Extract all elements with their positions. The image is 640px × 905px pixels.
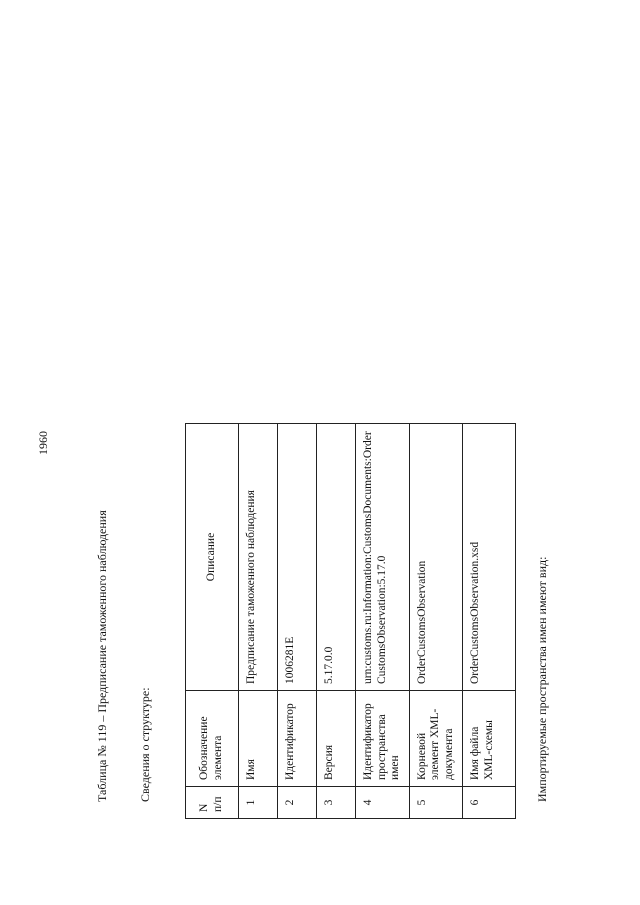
row-num: 2 (278, 787, 317, 819)
row-name: Идентификатор (278, 691, 317, 787)
table-row (239, 424, 278, 819)
row-desc: Предписание таможенного наблюдения (239, 424, 278, 691)
row-desc: urn:customs.ru:Information:CustomsDocuments:OrderCustomsObservation:5.17.0 (356, 424, 410, 691)
row-name: Корневой элемент XML-документа (409, 691, 463, 787)
row-num: 4 (356, 787, 410, 819)
row-desc: 1006281E (278, 424, 317, 691)
table-caption: Таблица № 119 – Предписание таможенного наблюдения (95, 510, 109, 802)
row-num: 1 (239, 787, 278, 819)
table-row (317, 424, 356, 819)
row-num: 5 (409, 787, 463, 819)
table-row (463, 424, 516, 819)
table-row (278, 424, 317, 819)
header-name: Обозначение элемента (186, 691, 239, 787)
row-desc: 5.17.0.0 (317, 424, 356, 691)
table-header-row (186, 424, 239, 819)
row-num: 3 (317, 787, 356, 819)
row-name: Версия (317, 691, 356, 787)
header-desc: Описание (186, 424, 239, 691)
row-name: Имя файла XML-схемы (463, 691, 516, 787)
structure-table (185, 423, 516, 819)
page-number: 1960 (36, 431, 50, 455)
footer-text: Импортируемые пространства имен имеют вид: (535, 556, 549, 802)
structure-label: Сведения о структуре: (138, 687, 152, 802)
row-num: 6 (463, 787, 516, 819)
row-desc: OrderCustomsObservation (409, 424, 463, 691)
table-row (409, 424, 463, 819)
header-num: N п/п (186, 787, 239, 819)
row-name: Идентификатор пространства имен (356, 691, 410, 787)
row-desc: OrderCustomsObservation.xsd (463, 424, 516, 691)
table-row (356, 424, 410, 819)
row-name: Имя (239, 691, 278, 787)
